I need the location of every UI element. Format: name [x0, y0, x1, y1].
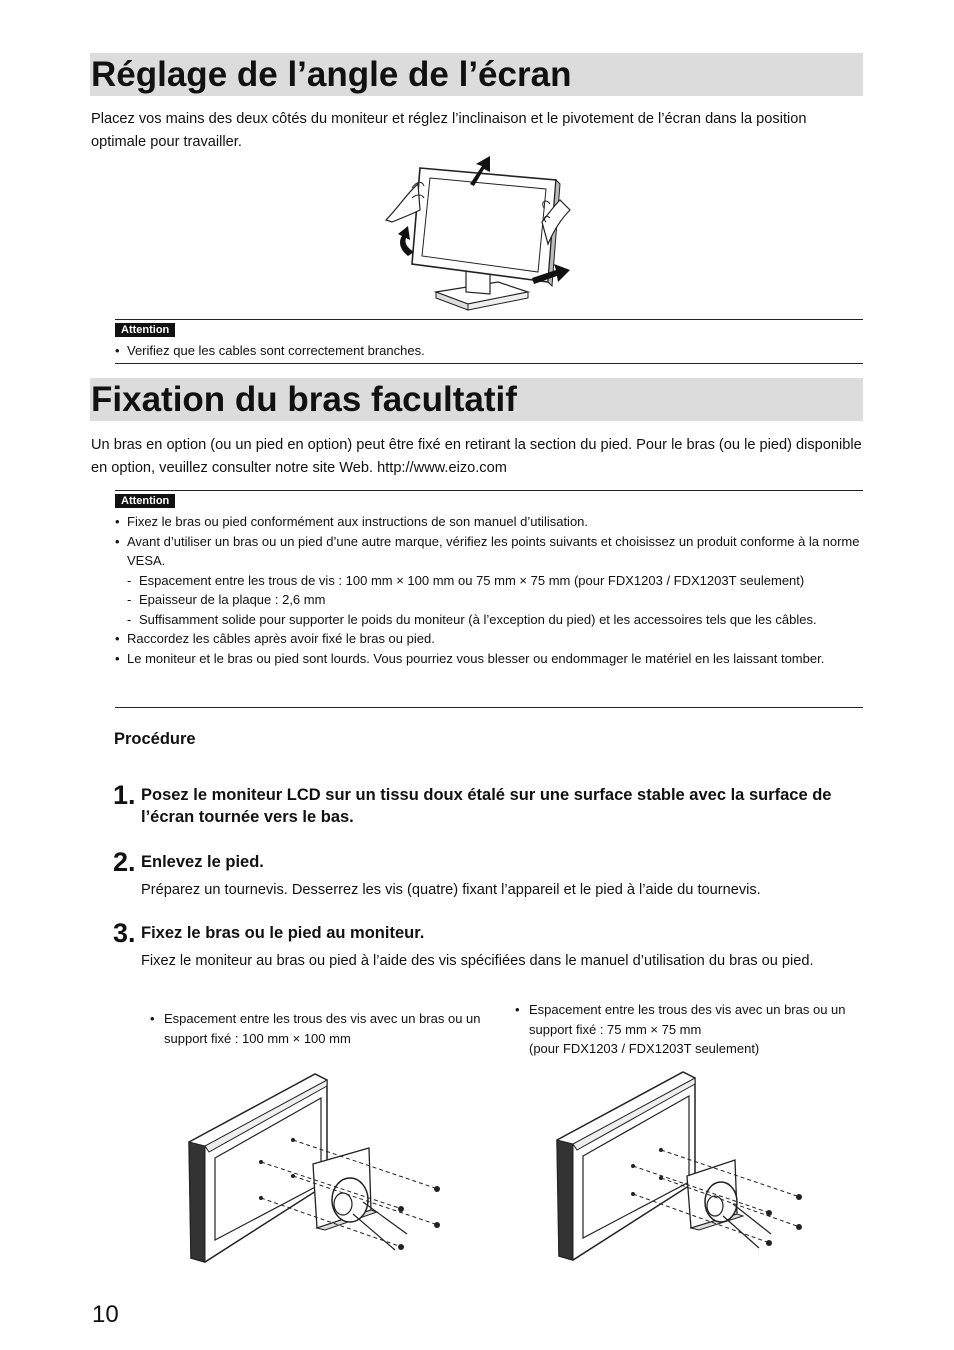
step-number: 3.	[113, 918, 136, 948]
section-title: Fixation du bras facultatif	[91, 380, 517, 419]
attention-list	[115, 512, 863, 668]
step-title: Enlevez le pied.	[141, 853, 264, 871]
attention-subitem: - Suffisamment solide pour supporter le poids du moniteur (à l’exception du pied) et les accessoires tels que les câbles.	[115, 610, 863, 630]
spec-note-75mm-model: (pour FDX1203 / FDX1203T seulement)	[529, 1041, 760, 1056]
arm-mount-illustration-75mm	[553, 1070, 813, 1270]
attention-rule-bottom	[115, 707, 863, 708]
intro-paragraph: Placez vos mains des deux côtés du moniteur et réglez l’inclinaison et le pivotement de l’écran dans la position optimale pour travailler.	[91, 111, 807, 150]
step-number: 2.	[113, 847, 136, 877]
section-title: Réglage de l’angle de l’écran	[91, 55, 572, 94]
attention-item: • Raccordez les câbles après avoir fixé le bras ou pied.	[115, 629, 863, 649]
attention-badge: Attention	[115, 494, 175, 508]
step-description: Préparez un tournevis. Desserrez les vis (quatre) fixant l’appareil et le pied à l’aide du tournevis.	[141, 882, 761, 898]
spec-note-75mm-line: Espacement entre les trous des vis avec un bras ou un support fixé : 75 mm × 75 mm	[529, 1002, 846, 1037]
attention-badge: Attention	[115, 323, 175, 337]
step-description: Fixez le moniteur au bras ou pied à l’aide des vis spécifiées dans le manuel d’utilisation du bras ou pied.	[141, 953, 814, 969]
attention-rule-top	[115, 319, 863, 320]
spec-note-100mm: • Espacement entre les trous des vis avec un bras ou un support fixé : 100 mm × 100 mm	[150, 1009, 504, 1048]
step-title: Posez le moniteur LCD sur un tissu doux étalé sur une surface stable avec la surface de l’écran tournée vers le bas.	[141, 786, 832, 826]
attention-rule-bottom	[115, 363, 863, 364]
attention-item: • Fixez le bras ou pied conformément aux instructions de son manuel d’utilisation.	[115, 512, 863, 532]
section-heading-arm	[90, 378, 863, 421]
intro-paragraph: Un bras en option (ou un pied en option) peut être fixé en retirant la section du pied. Pour le bras (ou le pied) disponible en option, veuillez consulter notre site Web. http://www.eizo.com	[91, 437, 862, 476]
page-number: 10	[92, 1301, 119, 1328]
spec-note-75mm	[515, 1000, 874, 1059]
arm-mount-illustration-100mm	[185, 1072, 455, 1272]
attention-subitem: - Epaisseur de la plaque : 2,6 mm	[115, 590, 863, 610]
attention-item: • Avant d’utiliser un bras ou un pied d’une autre marque, vérifiez les points suivants et choisissez un produit conforme à la norme VESA.	[115, 532, 863, 571]
attention-subitem: - Espacement entre les trous de vis : 100 mm × 100 mm ou 75 mm × 75 mm (pour FDX1203 / FDX1203T seulement)	[115, 571, 863, 591]
procedure-title: Procédure	[114, 730, 196, 748]
attention-item: • Le moniteur et le bras ou pied sont lourds. Vous pourriez vous blesser ou endommager le matériel en les laissant tomber.	[115, 649, 863, 669]
attention-list	[115, 341, 863, 361]
attention-item: • Verifiez que les cables sont correctement branches.	[115, 341, 863, 361]
monitor-adjust-illustration	[378, 152, 578, 312]
attention-rule-top	[115, 490, 863, 491]
step-title: Fixez le bras ou le pied au moniteur.	[141, 924, 425, 942]
section-heading-angle	[90, 53, 863, 96]
step-number: 1.	[113, 780, 136, 810]
